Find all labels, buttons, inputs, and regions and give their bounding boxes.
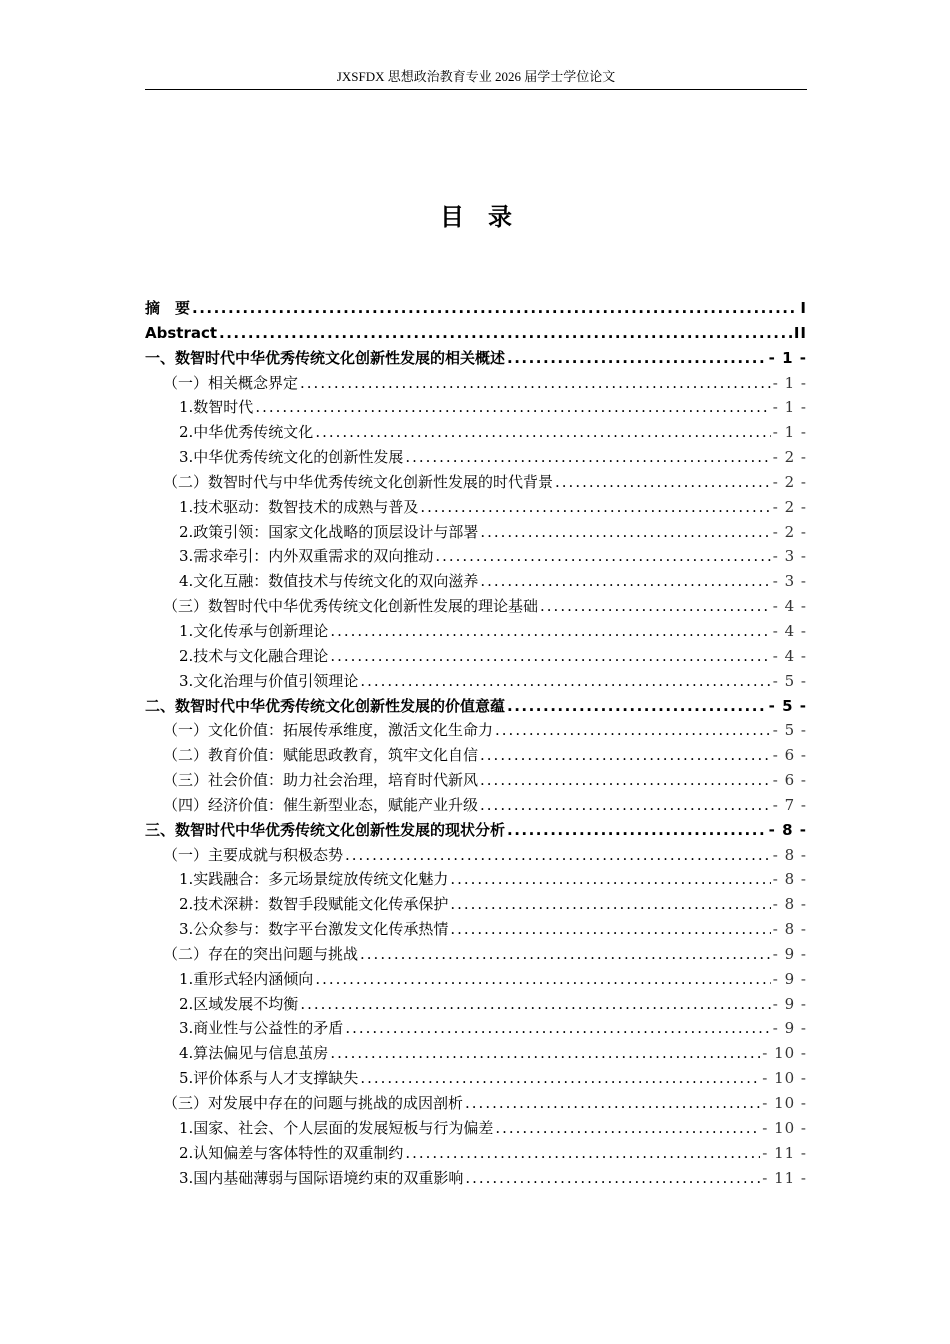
toc-entry-page-number: - 5 - xyxy=(772,721,807,740)
toc-dot-leader xyxy=(495,1116,760,1141)
toc-dot-leader xyxy=(315,420,770,445)
toc-entry-label: （二）数智时代与中华优秀传统文化创新性发展的时代背景 xyxy=(163,472,554,491)
toc-entry-page-number: - 10 - xyxy=(762,1044,807,1063)
toc-entry-label: 4.算法偏见与信息茧房 xyxy=(179,1044,329,1063)
toc-entry-page-number: - 3 - xyxy=(772,572,807,591)
toc-entry-page-number: - 4 - xyxy=(772,621,807,640)
toc-entry-label: 1.技术驱动：数智技术的成熟与普及 xyxy=(179,497,419,516)
toc-entry[interactable] xyxy=(145,569,807,594)
toc-dot-leader xyxy=(255,395,770,420)
toc-entry-page-number: - 3 - xyxy=(772,547,807,566)
toc-entry[interactable] xyxy=(145,843,807,868)
toc-entry-label: （四）经济价值：催生新型业态，赋能产业升级 xyxy=(163,795,479,814)
toc-dot-leader xyxy=(465,1091,760,1116)
toc-entry-label: Abstract xyxy=(145,323,218,342)
toc-entry[interactable] xyxy=(145,942,807,967)
toc-dot-leader xyxy=(435,544,770,569)
toc-dot-leader xyxy=(360,669,770,694)
toc-entry-page-number: - 8 - xyxy=(772,895,807,914)
toc-entry[interactable] xyxy=(145,967,807,992)
toc-entry[interactable] xyxy=(145,1066,807,1091)
toc-entry-label: 1.国家、社会、个人层面的发展短板与行为偏差 xyxy=(179,1118,494,1137)
toc-entry[interactable] xyxy=(145,992,807,1017)
toc-entry-page-number: - 9 - xyxy=(772,944,807,963)
toc-dot-leader xyxy=(330,619,770,644)
toc-entry-page-number: - 4 - xyxy=(772,597,807,616)
toc-entry[interactable] xyxy=(145,395,807,420)
toc-dot-leader xyxy=(450,917,770,942)
toc-entry[interactable] xyxy=(145,669,807,694)
toc-entry[interactable] xyxy=(145,445,807,470)
toc-entry-page-number: - 5 - xyxy=(768,696,807,715)
toc-dot-leader xyxy=(360,942,771,967)
toc-entry-page-number: - 1 - xyxy=(772,423,807,442)
toc-entry[interactable] xyxy=(145,619,807,644)
header-rule xyxy=(145,89,807,90)
toc-entry[interactable] xyxy=(145,1116,807,1141)
toc-entry-label: 2.政策引领：国家文化战略的顶层设计与部署 xyxy=(179,522,479,541)
toc-entry[interactable] xyxy=(145,321,807,346)
toc-entry-label: 3.中华优秀传统文化的创新性发展 xyxy=(179,448,404,467)
toc-dot-leader xyxy=(540,594,771,619)
toc-dot-leader xyxy=(192,296,798,321)
toc-entry-page-number: - 2 - xyxy=(772,522,807,541)
toc-dot-leader xyxy=(315,967,770,992)
toc-entry[interactable] xyxy=(145,371,807,396)
toc-entry-label: （三）对发展中存在的问题与挑战的成因剖析 xyxy=(163,1094,464,1112)
toc-dot-leader xyxy=(480,768,771,793)
toc-dot-leader xyxy=(345,843,771,868)
toc-entry[interactable] xyxy=(145,1091,807,1116)
toc-entry-label: （一）主要成就与积极态势 xyxy=(163,845,344,864)
toc-entry-label: （一）相关概念界定 xyxy=(163,373,299,392)
toc-entry-page-number: - 4 - xyxy=(772,646,807,665)
toc-entry-page-number: - 10 - xyxy=(762,1118,807,1137)
toc-dot-leader xyxy=(480,569,770,594)
toc-entry-label: 5.评价体系与人才支撑缺失 xyxy=(179,1069,359,1088)
toc-entry-page-number: - 1 - xyxy=(772,373,807,392)
toc-entry[interactable] xyxy=(145,768,807,793)
toc-entry[interactable] xyxy=(145,1166,807,1191)
toc-entry-label: 4.文化互融：数值技术与传统文化的双向滋养 xyxy=(179,572,479,591)
toc-dot-leader xyxy=(330,644,770,669)
toc-dot-leader xyxy=(450,892,770,917)
toc-dot-leader xyxy=(219,321,792,346)
toc-entry-label: 2.认知偏差与客体特性的双重制约 xyxy=(179,1143,404,1162)
toc-entry-page-number: - 5 - xyxy=(772,671,807,690)
toc-entry-page-number: II xyxy=(793,323,807,342)
toc-entry-page-number: - 6 - xyxy=(772,771,807,790)
toc-entry-label: 二、数智时代中华优秀传统文化创新性发展的价值意蕴 xyxy=(145,696,506,715)
toc-entry[interactable] xyxy=(145,718,807,743)
toc-entry-page-number: - 10 - xyxy=(762,1069,807,1088)
toc-entry-label: 3.国内基础薄弱与国际语境约束的双重影响 xyxy=(179,1168,464,1187)
toc-dot-leader xyxy=(507,694,767,719)
toc-entry-page-number: - 8 - xyxy=(772,845,807,864)
toc-entry[interactable] xyxy=(145,743,807,768)
toc-dot-leader xyxy=(360,1066,760,1091)
toc-dot-leader xyxy=(345,1016,770,1041)
toc-entry-page-number: - 6 - xyxy=(772,746,807,765)
toc-dot-leader xyxy=(507,818,767,843)
toc-entry-page-number: - 11 - xyxy=(762,1168,807,1187)
toc-entry[interactable] xyxy=(145,818,807,843)
toc-dot-leader xyxy=(300,992,770,1017)
toc-dot-leader xyxy=(465,1166,760,1191)
toc-entry-label: 2.区域发展不均衡 xyxy=(179,994,299,1013)
toc-entry-label: 3.文化治理与价值引领理论 xyxy=(179,671,359,690)
toc-entry[interactable] xyxy=(145,694,807,719)
toc-entry[interactable] xyxy=(145,867,807,892)
toc-entry-page-number: - 2 - xyxy=(772,472,807,491)
toc-dot-leader xyxy=(330,1041,760,1066)
toc-entry-page-number: - 11 - xyxy=(762,1143,807,1162)
toc-entry[interactable] xyxy=(145,917,807,942)
toc-entry-page-number: - 9 - xyxy=(772,1019,807,1038)
toc-entry-page-number: - 8 - xyxy=(772,870,807,889)
toc-entry[interactable] xyxy=(145,644,807,669)
toc-entry[interactable] xyxy=(145,346,807,371)
toc-dot-leader xyxy=(480,793,771,818)
toc-entry-label: 1.数智时代 xyxy=(179,398,254,417)
toc-entry[interactable] xyxy=(145,1041,807,1066)
toc-entry-page-number: - 9 - xyxy=(772,994,807,1013)
toc-entry-label: 2.技术深耕：数智手段赋能文化传承保护 xyxy=(179,895,449,914)
toc-entry-label: （三）社会价值：助力社会治理，培育时代新风 xyxy=(163,771,479,790)
toc-entry-page-number: - 2 - xyxy=(772,448,807,467)
toc-entry[interactable] xyxy=(145,1141,807,1166)
toc-entry[interactable] xyxy=(145,520,807,545)
toc-entry-label: 1.实践融合：多元场景绽放传统文化魅力 xyxy=(179,870,449,889)
toc-entry[interactable] xyxy=(145,420,807,445)
toc-entry[interactable] xyxy=(145,470,807,495)
toc-entry-label: 2.中华优秀传统文化 xyxy=(179,423,314,442)
toc-entry[interactable] xyxy=(145,296,807,321)
toc-dot-leader xyxy=(405,1141,760,1166)
toc-entry-label: 摘 要 xyxy=(145,299,191,317)
toc-entry-label: 3.需求牵引：内外双重需求的双向推动 xyxy=(179,547,434,566)
toc-entry-page-number: - 8 - xyxy=(772,920,807,939)
toc-dot-leader xyxy=(555,470,771,495)
toc-entry[interactable] xyxy=(145,594,807,619)
toc-entry[interactable] xyxy=(145,793,807,818)
running-header: JXSFDX 思想政治教育专业 2026 届学士学位论文 xyxy=(336,69,616,84)
toc-dot-leader xyxy=(300,371,771,396)
toc-entry-label: 3.公众参与：数字平台激发文化传承热情 xyxy=(179,920,449,939)
toc-dot-leader xyxy=(420,495,770,520)
toc-dot-leader xyxy=(507,346,767,371)
toc-entry-page-number: - 2 - xyxy=(772,497,807,516)
toc-entry-page-number: - 7 - xyxy=(772,795,807,814)
toc-entry-label: 1.文化传承与创新理论 xyxy=(179,621,329,640)
toc-entry[interactable] xyxy=(145,892,807,917)
toc-entry-label: 2.技术与文化融合理论 xyxy=(179,646,329,665)
toc-dot-leader xyxy=(405,445,770,470)
toc-title: 目 录 xyxy=(440,203,512,231)
toc-entry-label: （一）文化价值：拓展传承维度，激活文化生命力 xyxy=(163,721,494,740)
toc-dot-leader xyxy=(480,743,771,768)
toc-entry-page-number: - 10 - xyxy=(762,1094,807,1112)
toc-entry-label: 一、数智时代中华优秀传统文化创新性发展的相关概述 xyxy=(145,348,506,367)
toc-entry[interactable] xyxy=(145,1016,807,1041)
toc-dot-leader xyxy=(450,867,770,892)
toc-entry-page-number: - 8 - xyxy=(768,820,807,839)
toc-entry[interactable] xyxy=(145,544,807,569)
toc-entry-page-number: I xyxy=(800,299,807,317)
toc-entry-label: （三）数智时代中华优秀传统文化创新性发展的理论基础 xyxy=(163,597,539,616)
toc-entry-page-number: - 1 - xyxy=(768,348,807,367)
toc-entry-label: （二）教育价值：赋能思政教育，筑牢文化自信 xyxy=(163,746,479,765)
toc-entry-label: 1.重形式轻内涵倾向 xyxy=(179,969,314,988)
toc-entry[interactable] xyxy=(145,495,807,520)
toc-entry-label: （二）存在的突出问题与挑战 xyxy=(163,944,359,963)
toc-entry-page-number: - 1 - xyxy=(772,398,807,417)
table-of-contents xyxy=(145,296,807,1190)
toc-entry-page-number: - 9 - xyxy=(772,969,807,988)
toc-entry-label: 三、数智时代中华优秀传统文化创新性发展的现状分析 xyxy=(145,820,506,839)
toc-dot-leader xyxy=(480,520,770,545)
toc-entry-label: 3.商业性与公益性的矛盾 xyxy=(179,1019,344,1038)
toc-dot-leader xyxy=(495,718,771,743)
